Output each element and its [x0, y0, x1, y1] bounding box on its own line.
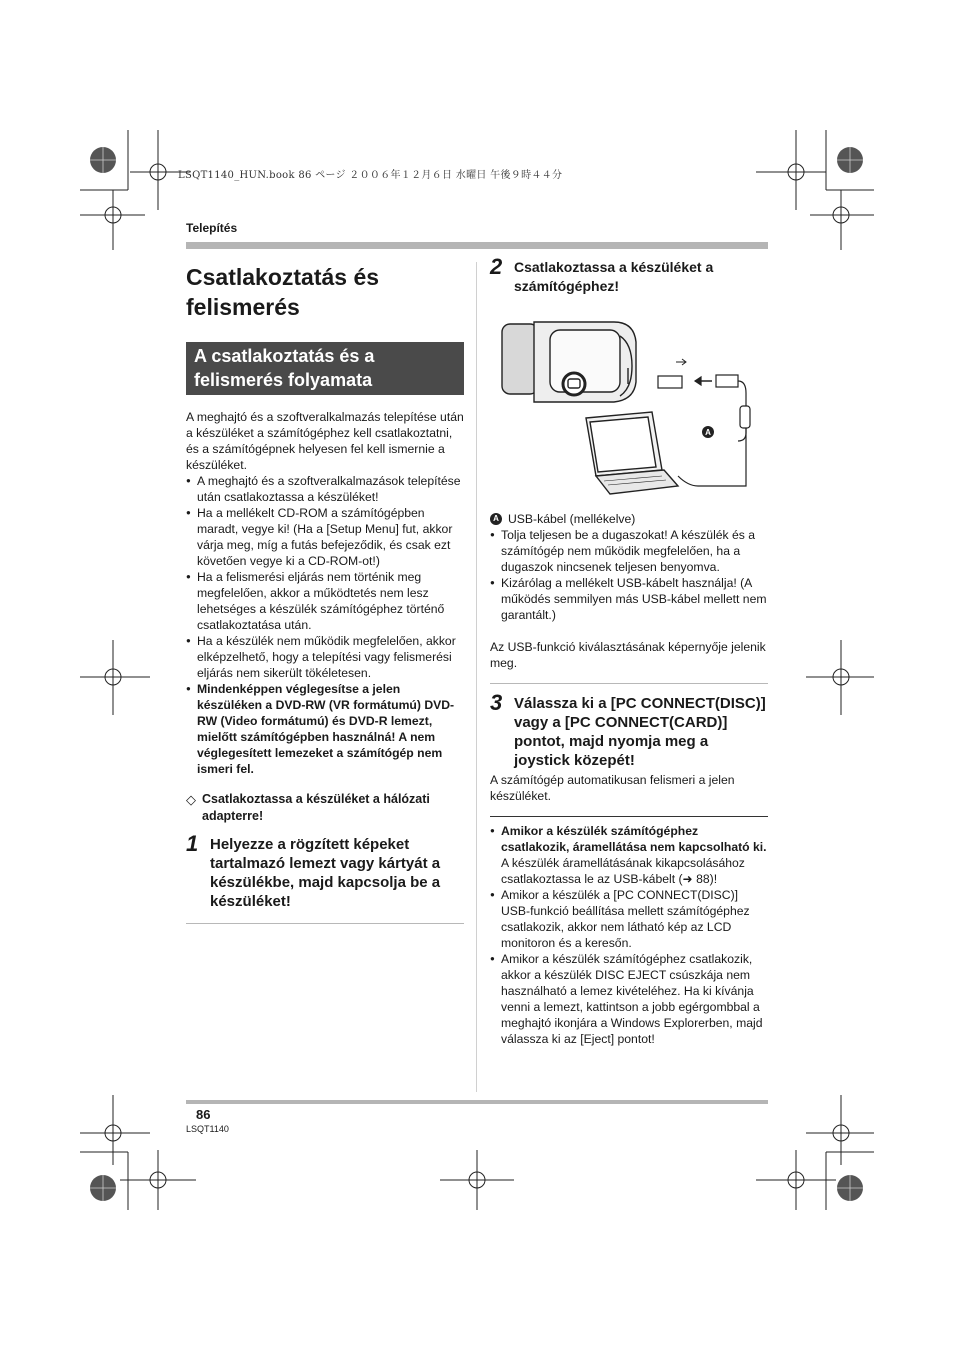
list-item: ● Ha a mellékelt CD-ROM a számítógépben maradt, vegye ki! (Ha a [Setup Menu] fut, akkor várja meg, míg a futás befejeződik, és csak ezt követően vegye ki a CD-ROM-ot!): [186, 505, 464, 569]
legend: [490, 511, 768, 527]
legend-text: USB-kábel (mellékelve): [508, 512, 636, 526]
step-number: 1: [186, 831, 199, 856]
power-warning-body: A készülék áramellátásának kikapcsolásához csatlakoztassa le az USB-kábelt (➜ 88)!: [501, 856, 745, 886]
usb-plug-icon: [658, 359, 750, 486]
power-warning-title: Amikor a készülék számítógéphez csatlakozik, áramellátása nem kapcsolható ki.: [501, 824, 767, 854]
step-number: 2: [490, 254, 503, 279]
divider: [490, 816, 768, 817]
step-3-text: Válassza ki a [PC CONNECT(DISC)] vagy a [PC CONNECT(CARD)] pontot, majd nyomja meg a joystick közepét!: [514, 695, 766, 769]
list-item: [490, 823, 768, 887]
page-number: 86: [196, 1107, 211, 1122]
list-item: ● Tolja teljesen be a dugaszokat! A készülék és a számítógép nem működik megfelelően, ha a dugaszok nincsenek teljesen benyomva.: [490, 527, 768, 575]
list-item: ● Kizárólag a mellékelt USB-kábelt használja! (A működés semmilyen más USB-kábel mellett nem garantált.): [490, 575, 768, 623]
right-bullet-list-2: [490, 823, 768, 1047]
step-1: [186, 831, 464, 911]
column-divider: [476, 262, 477, 1092]
list-item: ● A meghajtó és a szoftveralkalmazások telepítése után csatlakoztassa a készüléket!: [186, 473, 464, 505]
list-item: ● Amikor a készülék a [PC CONNECT(DISC)] USB-funkció beállítása mellett számítógéphez csatlakozik, akkor nem látható kép az LCD monitoron és a keresőn.: [490, 887, 768, 951]
intro-paragraph: A meghajtó és a szoftveralkalmazás telepítése után a készüléket a számítógéphez kell csatlakoztatni, és a számítógépnek helyesen fel kell ismernie a készüléket.: [186, 410, 464, 472]
finalize-warning: ● Mindenképpen véglegesítse a jelen készüléken a DVD-RW (VR formátumú) DVD-RW (Video formátumú) és DVD-R lemezt, mielőtt számítógépben használná! A nem véglegesített lemezeket a számítógép nem ismeri fel.: [186, 681, 464, 777]
adapter-note-text: Csatlakoztassa a készüléket a hálózati adapterre!: [202, 792, 430, 823]
list-item: ● Ha a felismerési eljárás nem történik meg megfelelően, akkor a működtetés nem lesz lehetséges a készülék számítógéphez történő csatlakoztatása után.: [186, 569, 464, 633]
right-column: [490, 254, 768, 1047]
adapter-note: [186, 791, 464, 825]
step-2: [490, 254, 768, 296]
list-item: ● Ha a készülék nem működik megfelelően, akkor elképzelhető, hogy a telepítési vagy felismerési eljárás nem sikerült tökéletesen.: [186, 633, 464, 681]
step-1-text: Helyezze a rögzített képeket tartalmazó lemezt vagy kártyát a készülékbe, majd kapcsolja be a készüléket!: [210, 836, 441, 910]
list-item: ● Amikor a készülék számítógéphez csatlakozik, akkor a készülék DISC EJECT csúszkája nem használható a lemez kivételéhez. Ha ki kívánja venni a lemezt, kattintson a jobb egérgombbal a meghajtó ikonjára a Windows Explorerben, majd válassza ki az [Eject] pontot!: [490, 951, 768, 1047]
top-rule: [186, 242, 768, 249]
divider: [186, 923, 464, 924]
left-column: [186, 262, 464, 924]
page-title: Csatlakoztatás és felismerés: [186, 264, 380, 320]
document-code: LSQT1140: [186, 1124, 229, 1134]
usb-connection-illustration: [490, 306, 768, 496]
step-3-body: A számítógép automatikusan felismeri a jelen készüléket.: [490, 773, 735, 803]
right-bullet-list-1: [490, 527, 768, 623]
laptop-icon: [586, 412, 678, 494]
left-bullet-list: [186, 473, 464, 777]
after-connect-text: Az USB-funkció kiválasztásának képernyője jelenik meg.: [490, 640, 766, 670]
figure-marker: A: [705, 428, 711, 437]
print-header: LSQT1140_HUN.book 86 ページ ２００６年１２月６日 水曜日 午後９時４４分: [178, 170, 563, 181]
diamond-icon: ◇: [186, 792, 196, 807]
divider: [490, 683, 768, 684]
subheading: A csatlakoztatás és a felismerés folyamata: [186, 342, 464, 395]
marker-a-badge: A: [490, 513, 502, 525]
step-3: [490, 690, 768, 770]
bottom-rule: [186, 1100, 768, 1104]
step-2-text: Csatlakoztassa a készüléket a számítógéphez!: [514, 259, 714, 294]
section-label: Telepítés: [186, 221, 238, 235]
step-number: 3: [490, 690, 503, 715]
camcorder-icon: [502, 322, 636, 402]
